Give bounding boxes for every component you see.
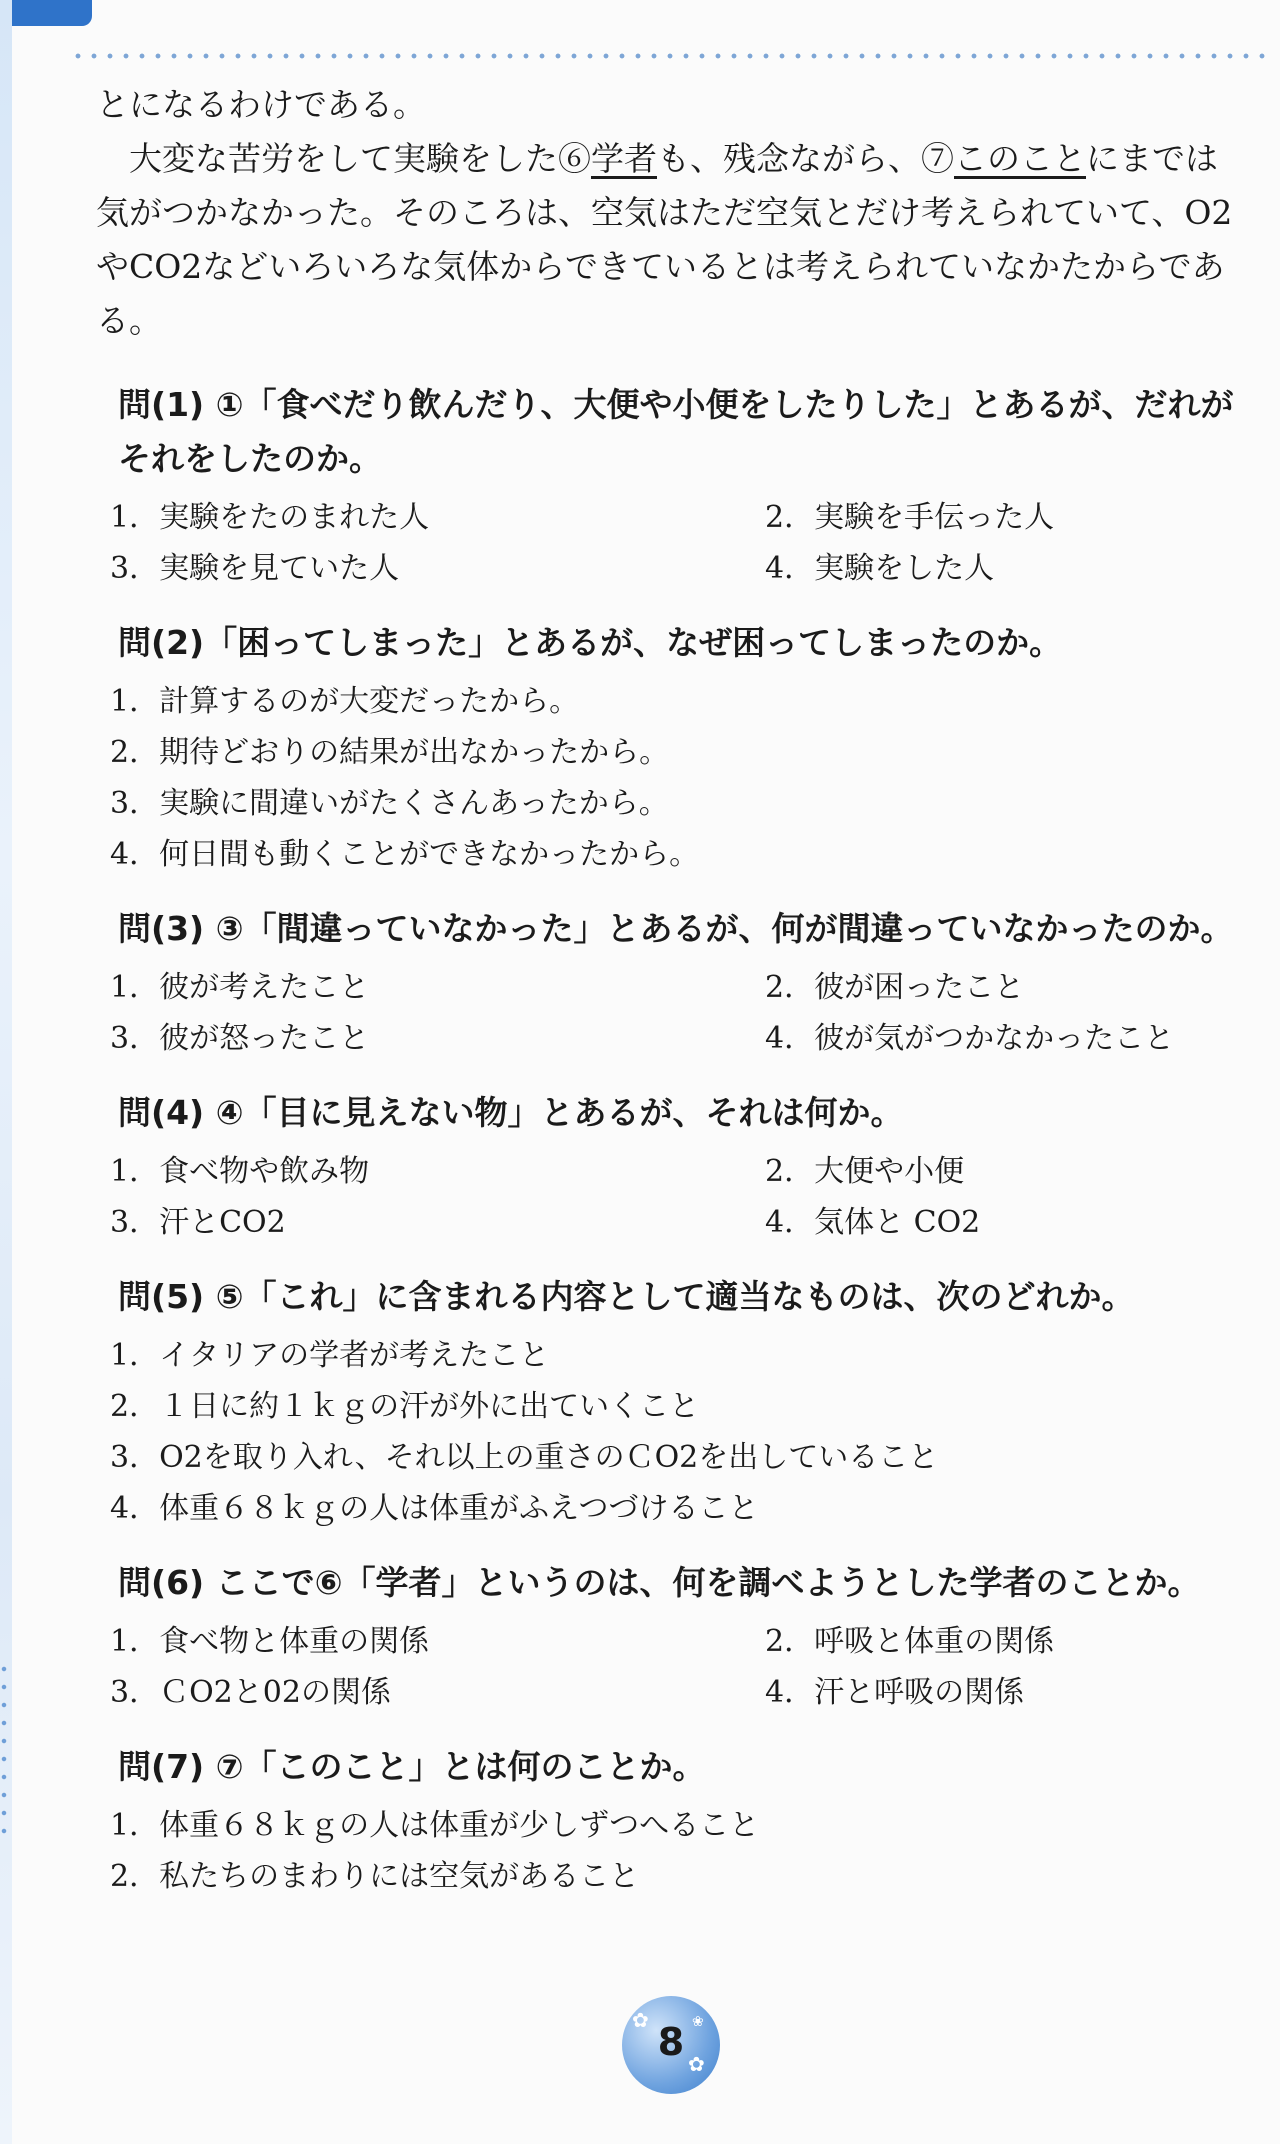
- option: 4．気体と CO2: [765, 1205, 981, 1240]
- left-dot-rule: [0, 1660, 8, 1840]
- option: 4．何日間も動くことができなかったから。: [110, 837, 700, 872]
- option: 4．体重６８ｋｇの人は体重がふえつづけること: [110, 1491, 759, 1526]
- option: 2．期待どおりの結果が出なかったから。: [110, 735, 670, 770]
- option: 2．彼が困ったこと: [765, 970, 1025, 1005]
- option: 4．汗と呼吸の関係: [765, 1675, 1025, 1710]
- question-1-options: [110, 492, 1246, 594]
- underlined-term-6: 学者: [591, 139, 657, 178]
- question-3-options: [110, 962, 1246, 1064]
- flower-icon: ✿: [632, 2008, 649, 2032]
- page-number: 8: [657, 2020, 685, 2064]
- option: 2．１日に約１ｋｇの汗が外に出ていくこと: [110, 1389, 700, 1424]
- passage-text: 大変な苦労をして実験をした⑥: [129, 139, 591, 178]
- question-1: 問(1) ①「食べだり飲んだり、大便や小便をしたりした」とあるが、だれがそれをしたのか。: [118, 385, 1234, 478]
- option: 1．計算するのが大変だったから。: [110, 684, 580, 719]
- corner-tab: [0, 0, 92, 26]
- option: 2．実験を手伝った人: [765, 500, 1055, 535]
- question-7-options: [110, 1800, 1246, 1902]
- option: 1．体重６８ｋｇの人は体重が少しずつへること: [110, 1808, 760, 1843]
- page-content: [96, 78, 1246, 1902]
- option: 3．実験を見ていた人: [110, 551, 400, 586]
- option: 3．ＣO2と02の関係: [110, 1675, 391, 1710]
- option: 1．彼が考えたこと: [110, 970, 370, 1005]
- question-3: 問(3) ③「間違っていなかった」とあるが、何が間違っていなかったのか。: [118, 909, 1234, 948]
- question-6: 問(6) ここで⑥「学者」というのは、何を調べようとした学者のことか。: [118, 1563, 1201, 1602]
- question-5: 問(5) ⑤「これ」に含まれる内容として適当なものは、次のどれか。: [118, 1277, 1135, 1316]
- flower-icon: ✿: [688, 2052, 705, 2076]
- question-7: 問(7) ⑦「このこと」とは何のことか。: [118, 1747, 706, 1786]
- option: 3．O2を取り入れ、それ以上の重さのＣO2を出していること: [110, 1440, 939, 1475]
- option: 4．彼が気がつかなかったこと: [765, 1021, 1175, 1056]
- question-5-options: [110, 1330, 1246, 1534]
- option: 2．大便や小便: [765, 1154, 965, 1189]
- option: 3．汗とCO2: [110, 1205, 286, 1240]
- page-number-badge: [622, 1996, 720, 2094]
- option: 2．私たちのまわりには空気があること: [110, 1859, 640, 1894]
- underlined-term-7: このこと: [954, 139, 1086, 178]
- option: 4．実験をした人: [765, 551, 995, 586]
- option: 1．実験をたのまれた人: [110, 500, 430, 535]
- question-4: 問(4) ④「目に見えない物」とあるが、それは何か。: [118, 1093, 904, 1132]
- question-6-options: [110, 1616, 1246, 1718]
- flower-icon: ❀: [692, 2014, 704, 2030]
- option: 3．彼が怒ったこと: [110, 1021, 370, 1056]
- option: 2．呼吸と体重の関係: [765, 1624, 1055, 1659]
- passage-paragraph: [96, 132, 1246, 348]
- option: 1．食べ物と体重の関係: [110, 1624, 430, 1659]
- question-2-options: [110, 676, 1246, 880]
- question-4-options: [110, 1146, 1246, 1248]
- passage-line: とになるわけである。: [96, 85, 426, 124]
- option: 1．イタリアの学者が考えたこと: [110, 1338, 550, 1373]
- question-2: 問(2)「困ってしまった」とあるが、なぜ困ってしまったのか。: [118, 623, 1063, 662]
- option: 3．実験に間違いがたくさんあったから。: [110, 786, 669, 821]
- option: 1．食べ物や飲み物: [110, 1154, 370, 1189]
- passage-text: にまでは気がつかなかった。そのころは、空気はただ空気とだけ考えられていて、O2やCO2などいろいろな気体からできているとは考えられていなかたからである。: [96, 139, 1233, 340]
- passage-text: も、残念ながら、⑦: [657, 139, 954, 178]
- top-dot-rule: [70, 52, 1270, 60]
